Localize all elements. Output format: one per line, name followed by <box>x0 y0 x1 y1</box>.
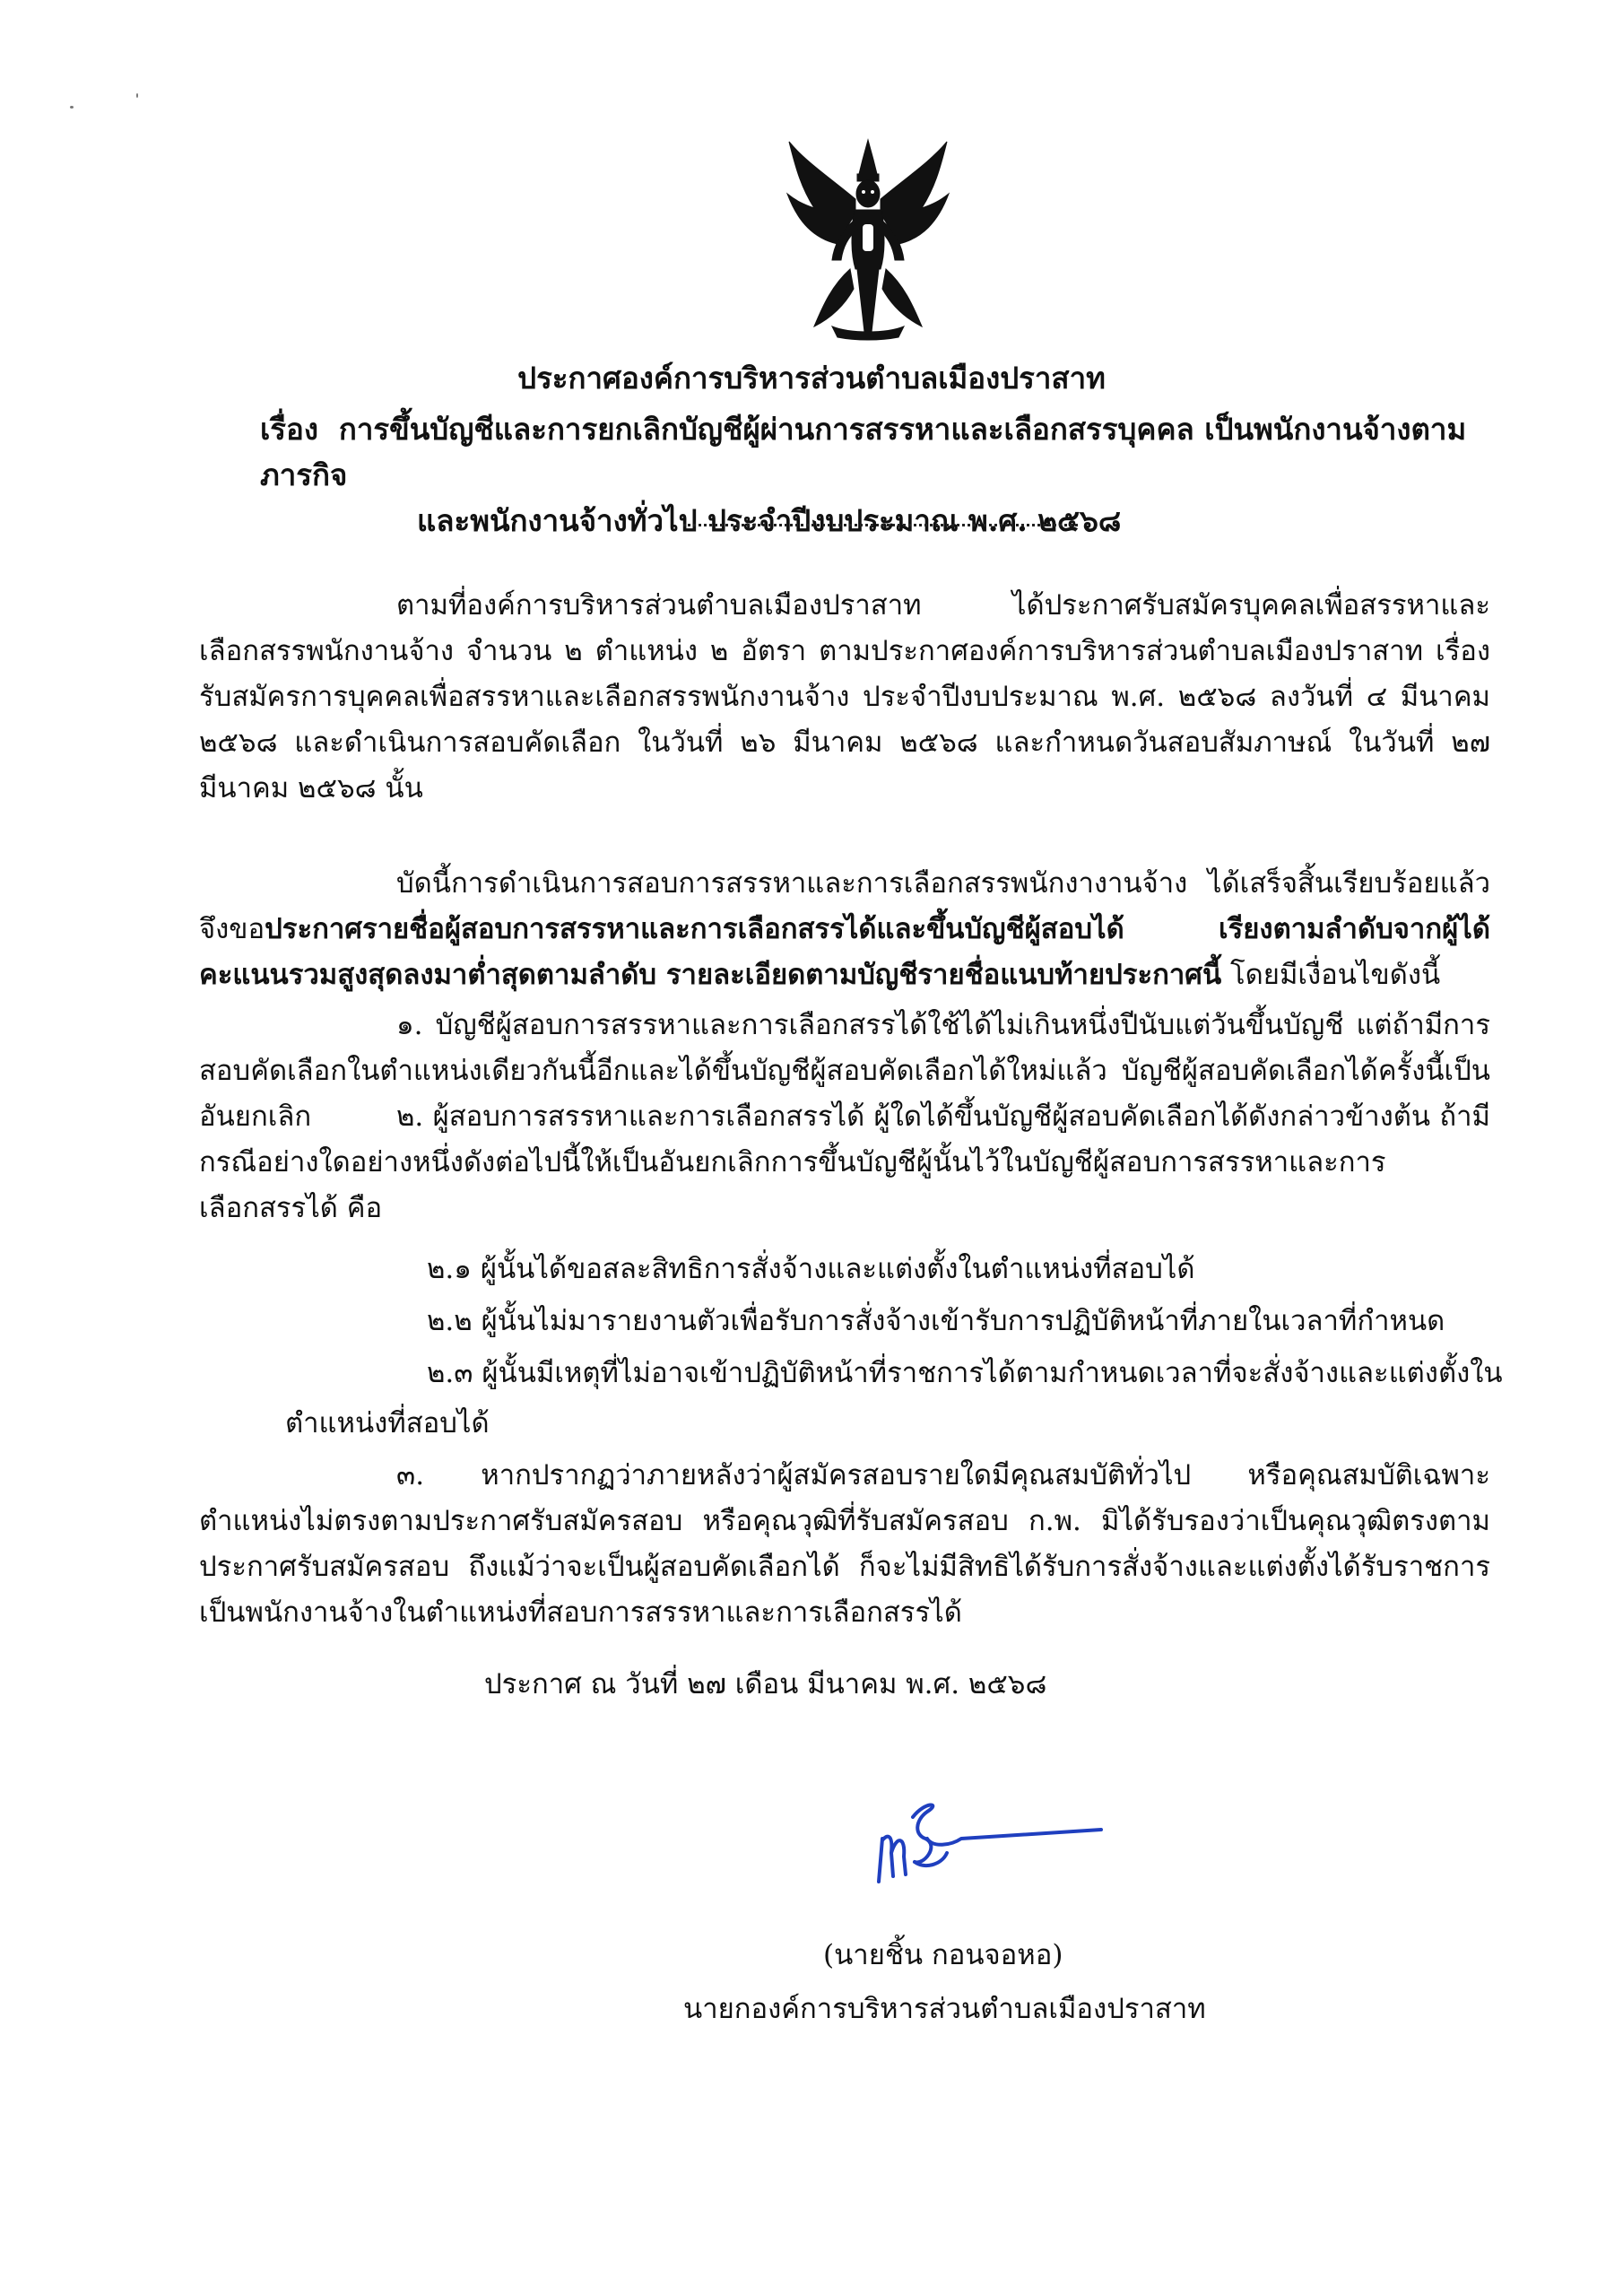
announcement-date: ประกาศ ณ วันที่ ๒๗ เดือน มีนาคม พ.ศ. ๒๕๖๘ <box>484 1668 1047 1700</box>
paragraph-2-bold: ประกาศรายชื่อผู้สอบการสรรหาและการเลือกสรรได้และขึ้นบัญชีผู้สอบได้ เรียงตามลำดับจากผู้ได้คะแนนรวมสูงสุดลงมาต่ำสุดตามลำดับ รายละเอียดตามบัญชีรายชื่อแนบท้ายประกาศนี้ <box>199 913 1490 991</box>
paragraph-1-text: ตามที่องค์การบริหารส่วนตำบลเมืองปราสาท ได้ประกาศรับสมัครบุคคลเพื่อสรรหาและเลือกสรรพนักงานจ้าง จำนวน ๒ ตำแหน่ง ๒ อัตรา ตามประกาศองค์การบริหารส่วนตำบลเมืองปราสาท เรื่อง รับสมัครการบุคคลเพื่อสรรหาและเลือกสรรพนักงานจ้าง ประจำปีงบประมาณ พ.ศ. ๒๕๖๘ ลงวันที่ ๔ มีนาคม ๒๕๖๘ และดำเนินการสอบคัดเลือก ในวันที่ ๒๖ มีนาคม ๒๕๖๘ และกำหนดวันสอบสัมภาษณ์ ในวันที่ ๒๗ มีนาคม ๒๕๖๘ นั้น <box>199 589 1490 804</box>
signatory-name: (นายชิ้น กอนจอหอ) <box>823 1939 1063 1971</box>
condition-item-1-text: ๑. บัญชีผู้สอบการสรรหาและการเลือกสรรได้ใช้ได้ไม่เกินหนึ่งปีนับแต่วันขึ้นบัญชี แต่ถ้ามีการสอบคัดเลือกในตำแหน่งเดียวกันนี้อีกและได้ขึ้นบัญชีผู้สอบคัดเลือกได้ใหม่แล้ว บัญชีผู้สอบคัดเลือกได้ครั้งนี้เป็นอันยกเลิก <box>199 1009 1490 1133</box>
paragraph-background <box>199 583 1490 812</box>
condition-item-3 <box>199 1453 1490 1636</box>
paragraph-2-end: โดยมีเงื่อนไขดังนี้ <box>1221 959 1441 991</box>
condition-item-2-1: ๒.๑ ผู้นั้นได้ขอสละสิทธิการสั่งจ้างและแต่งตั้งในตำแหน่งที่สอบได้ <box>427 1253 1195 1285</box>
subject-line-2: และพนักงานจ้างทั่วไป ประจำปีงบประมาณ พ.ศ. ๒๕๖๘ <box>417 503 1122 538</box>
condition-item-2 <box>199 1094 1490 1231</box>
signatory-position: นายกองค์การบริหารส่วนตำบลเมืองปราสาท <box>683 1993 1206 2025</box>
subject-label: เรื่อง <box>260 412 318 447</box>
condition-item-2-2: ๒.๒ ผู้นั้นไม่มารายงานตัวเพื่อรับการสั่งจ้างเข้ารับการปฏิบัติหน้าที่ภายในเวลาที่กำหนด <box>427 1305 1445 1337</box>
handwritten-signature-icon <box>861 1776 1103 1892</box>
condition-item-2-3: ๒.๓ ผู้นั้นมีเหตุที่ไม่อาจเข้าปฏิบัติหน้าที่ราชการได้ตามกำหนดเวลาที่จะสั่งจ้างและแต่งตั้งใน <box>427 1357 1503 1389</box>
paragraph-2-start: บัดนี้การดำเนินการสอบการสรรหาและการเลือกสรรพนักงางานจ้าง ได้เสร็จสิ้นเรียบร้อยแล้ว จึงขอ <box>199 867 1490 945</box>
subject-line-1: การขึ้นบัญชีและการยกเลิกบัญชีผู้ผ่านการสรรหาและเลือกสรรบุคคล เป็นพนักงานจ้างตามภารกิจ <box>260 412 1467 492</box>
dotted-separator <box>683 524 1078 526</box>
garuda-emblem-icon <box>778 135 958 341</box>
condition-item-3-text: ๓. หากปรากฏว่าภายหลังว่าผู้สมัครสอบรายใดมีคุณสมบัติทั่วไป หรือคุณสมบัติเฉพาะตำแหน่งไม่ตรงตามประกาศรับสมัครสอบ หรือคุณวุฒิที่รับสมัครสอบ ก.พ. มิได้รับรองว่าเป็นคุณวุฒิตรงตามประกาศรับสมัครสอบ ถึงแม้ว่าจะเป็นผู้สอบคัดเลือกได้ ก็จะไม่มีสิทธิได้รับการสั่งจ้างและแต่งตั้งได้รับราชการเป็นพนักงานจ้างในตำแหน่งที่สอบการสรรหาและการเลือกสรรได้ <box>199 1459 1490 1629</box>
condition-item-2-3-continued: ตำแหน่งที่สอบได้ <box>285 1407 490 1439</box>
paragraph-announcement <box>199 861 1490 998</box>
condition-item-2-text: ๒. ผู้สอบการสรรหาและการเลือกสรรได้ ผู้ใดได้ขึ้นบัญชีผู้สอบคัดเลือกได้ดังกล่าวข้างต้น ถ้ามีกรณีอย่างใดอย่างหนึ่งดังต่อไปนี้ให้เป็นอันยกเลิกการขึ้นบัญชีผู้นั้นไว้ในบัญชีผู้สอบการสรรหาและการเลือกสรรได้ คือ <box>199 1100 1490 1224</box>
announcement-title: ประกาศองค์การบริหารส่วนตำบลเมืองปราสาท <box>517 361 1106 396</box>
paragraph-2-text <box>199 861 1490 998</box>
scan-speck <box>136 93 138 98</box>
scan-speck <box>70 106 74 109</box>
